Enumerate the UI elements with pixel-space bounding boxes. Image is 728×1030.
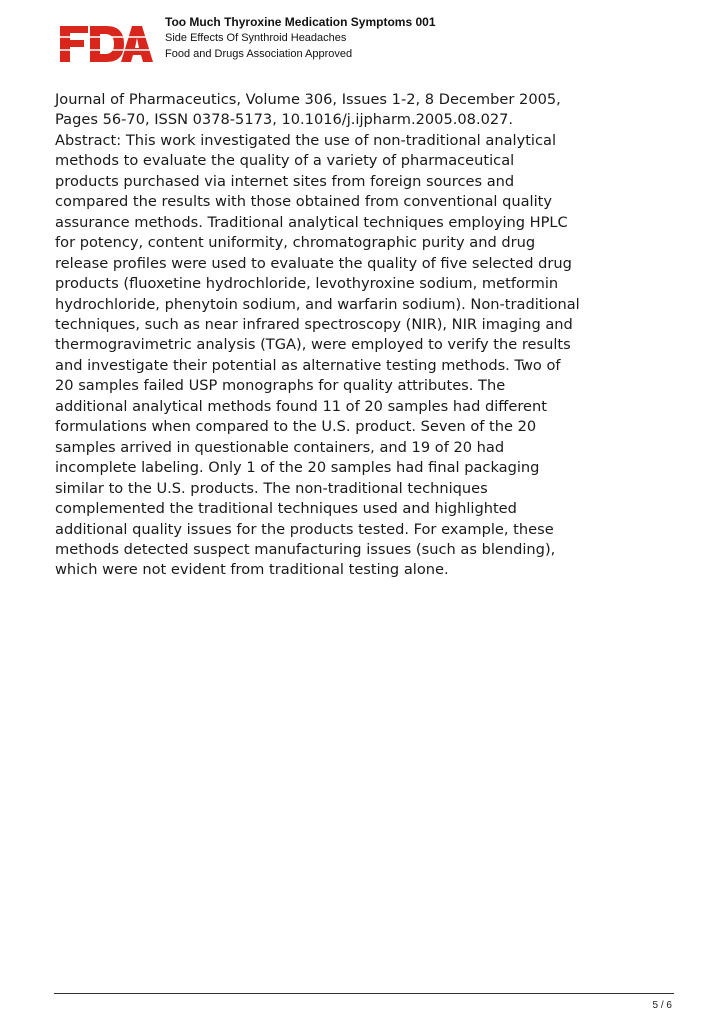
header-title: Too Much Thyroxine Medication Symptoms 001 [165, 15, 436, 29]
fda-logo [54, 20, 154, 66]
footer-divider [54, 993, 674, 994]
header-text-block [165, 14, 436, 62]
header-tagline: Food and Drugs Association Approved [165, 48, 353, 60]
header-subtitle: Side Effects Of Synthroid Headaches [165, 32, 347, 44]
abstract-paragraph: Journal of Pharmaceutics, Volume 306, Issues 1-2, 8 December 2005, Pages 56-70, ISSN 0378-5173, 10.1016/j.ijpharm.2005.08.027. Abstract: This work investigated the use of non-traditional analytical methods to evaluate the quality of a variety of pharmaceutical products purchased via internet sites from foreign sources and compared the results with those obtained from conventional quality assurance methods. Traditional analytical techniques employing HPLC for potency, content uniformity, chromatographic purity and drug release profiles were used to evaluate the quality of five selected drug products (fluoxetine hydrochloride, levothyroxine sodium, metformin hydrochloride, phenytoin sodium, and warfarin sodium). Non-traditional techniques, such as near infrared spectroscopy (NIR), NIR imaging and thermogravimetric analysis (TGA), were employed to verify the results and investigate their potential as alternative testing methods. Two of 20 samples failed USP monographs for quality attributes. The additional analytical methods found 11 of 20 samples had different formulations when compared to the U.S. product. Seven of the 20 samples arrived in questionable containers, and 19 of 20 had incomplete labeling. Only 1 of the 20 samples had final packaging similar to the U.S. products. The non-traditional techniques complemented the traditional techniques used and highlighted additional quality issues for the products tested. For example, these methods detected suspect manufacturing issues (such as blending), which were not evident from traditional testing alone. [55, 91, 580, 579]
page-header [54, 10, 674, 70]
page-number: 5 / 6 [652, 1000, 672, 1011]
